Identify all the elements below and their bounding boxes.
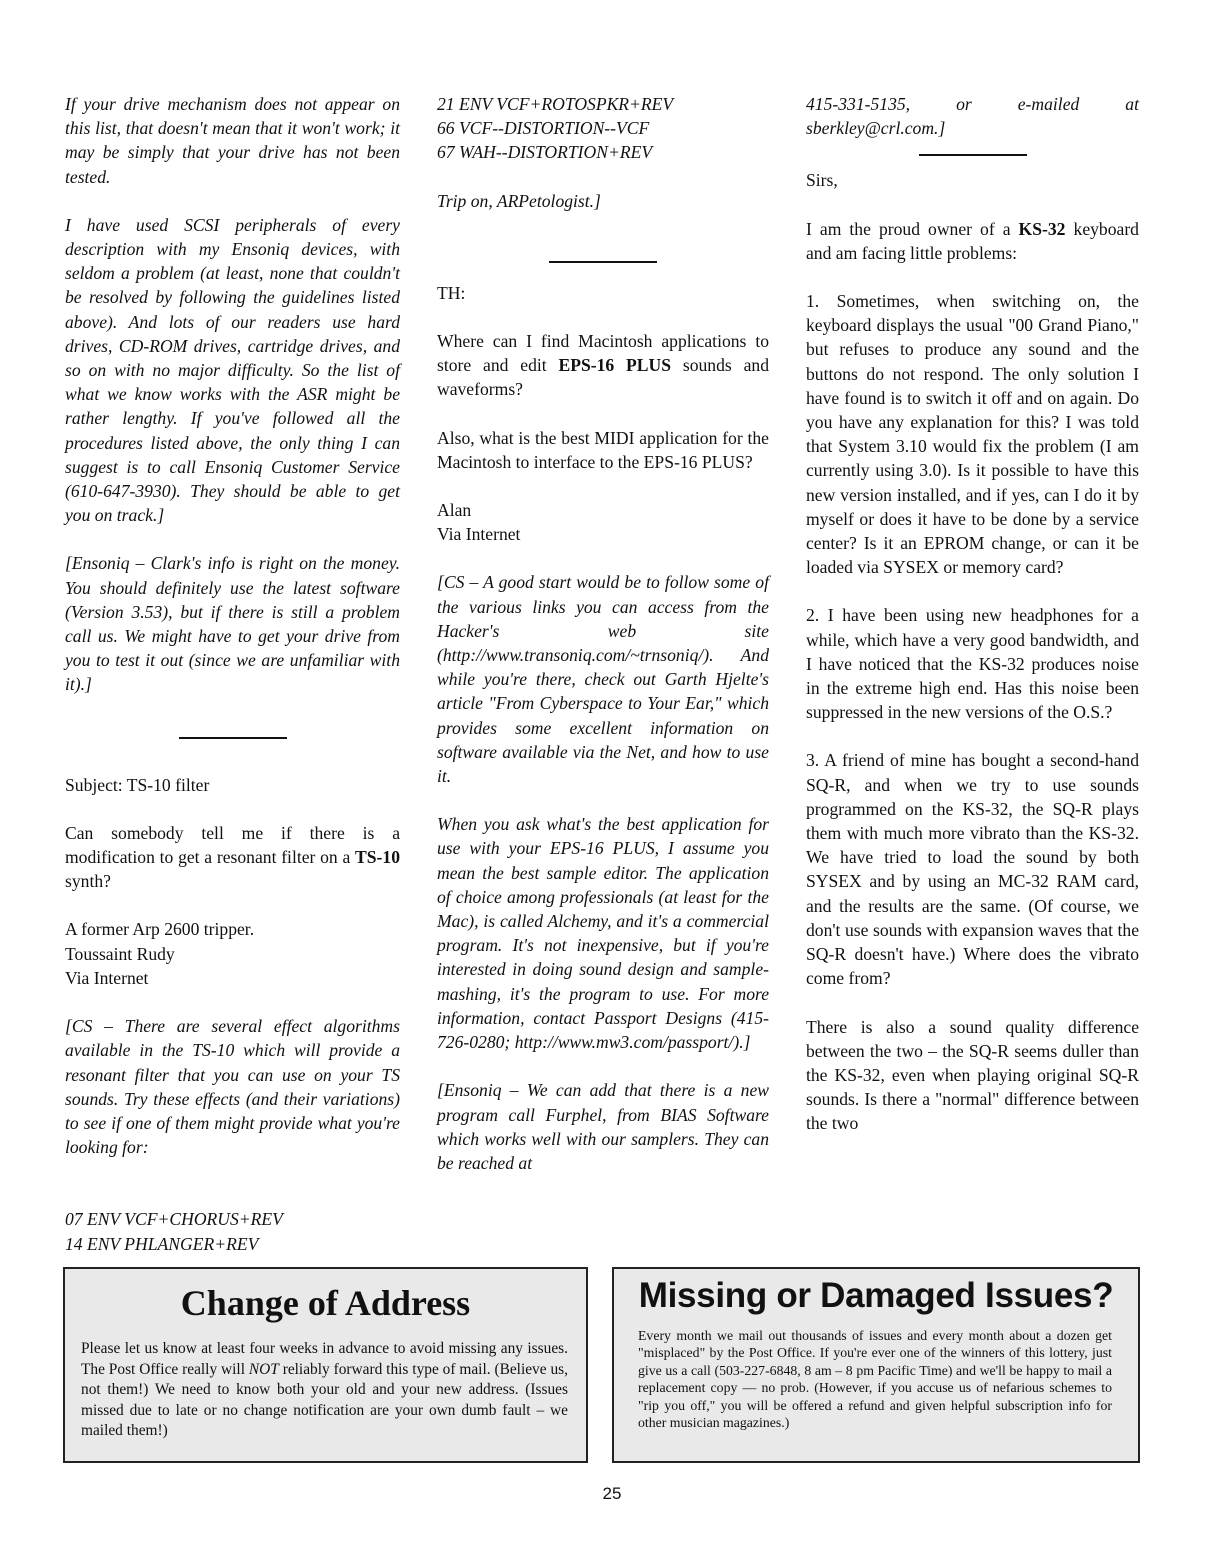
ensoniq-response: [Ensoniq – We can add that there is a new program call Furphel, from BIAS Software which works well with our samplers. They can be reached at [437, 1080, 769, 1173]
cs-response: [CS – There are several effect algorithms available in the TS-10 which will provide a resonant filter that you can use on your TS sounds. Try these effects (and their variations) to see if one of them might provide what you're looking for: [65, 1016, 400, 1158]
letter-subject: Subject: TS-10 filter [65, 774, 210, 795]
algorithm-item: 07 ENV VCF+CHORUS+REV [65, 1209, 283, 1230]
algorithm-item: 67 WAH--DISTORTION+REV [437, 142, 653, 163]
signature-line: Alan [437, 500, 472, 521]
letter-paragraph: 3. A friend of mine has bought a second-hand SQ-R, and when we try to use sounds programmed on the KS-32, the SQ-R plays them with much more vibrato than the KS-32. We have tried to load the sound by both SYSEX and by using an MC-32 RAM card, and the results are the same. (Of course, we don't use sounds with expansion waves that the SQ-R doesn't have.) Where does the vibrato come from? [806, 750, 1139, 989]
missing-issues-box [612, 1267, 1140, 1463]
box-body: Please let us know at least four weeks in advance to avoid missing any issues. The Post Office really will NOT reliably forward this type of mail. (Believe us, not them!) We need to know both your old and your new address. (Issues missed due to late or no change notification are your own dumb fault – we mailed them!) [81, 1340, 568, 1439]
column-2 [437, 92, 769, 1175]
letter-paragraph: There is also a sound quality difference between the two – the SQ-R seems duller than the KS-32, even when playing original SQ-R sounds. Is there a "normal" difference between the two [806, 1016, 1139, 1134]
section-divider [549, 261, 657, 263]
algorithm-item: 66 VCF--DISTORTION--VCF [437, 118, 650, 139]
sign-off: Trip on, ARPetologist.] [437, 190, 601, 211]
algorithm-item: 14 ENV PHLANGER+REV [65, 1233, 259, 1254]
letter-question: Also, what is the best MIDI application for the Macintosh to interface to the EPS-16 PLUS? [437, 427, 769, 472]
section-divider [919, 154, 1027, 156]
signature-line: A former Arp 2600 tripper. [65, 919, 255, 940]
box-title: Change of Address [180, 1283, 471, 1323]
ensoniq-response: [Ensoniq – Clark's info is right on the money. You should definitely use the latest software (Version 3.53), but if there is still a problem call us. We might have to get your drive from you to test it out (since we are unfamiliar with it).] [65, 553, 400, 695]
box-title: Missing or Damaged Issues? [638, 1276, 1114, 1315]
ensoniq-response-continued: 415-331-5135, or e-mailed at sberkley@crl.com.] [806, 94, 1139, 139]
letter-salutation: Sirs, [806, 170, 838, 191]
signature-line: Toussaint Rudy [65, 943, 175, 964]
product-name: TS-10 [355, 847, 400, 868]
cs-response: When you ask what's the best application for use with your EPS-16 PLUS, I assume you mean the best sample editor. The application of choice among professionals (at least for the Mac), is called Alchemy, and it's a commercial program. It's not inexpensive, but if you're interested in doing sound design and sample-mashing, it's the program to use. For more information, contact Passport Designs (415-726-0280; http://www.mw3.com/passport/).] [437, 814, 769, 1053]
section-divider [179, 737, 287, 739]
letter-question: Where can I find Macintosh applications to store and edit EPS-16 PLUS sounds and waveforms? [437, 331, 769, 400]
cs-response: [CS – A good start would be to follow some of the various links you can access from the Hacker's web site (http://www.transoniq.com/~trnsoniq/). And while you're there, check out Garth Hjelte's article "From Cyberspace to Your Ear," which provides some excellent information on software available via the Net, and how to use it. [437, 572, 769, 787]
signature-line: Via Internet [437, 524, 521, 545]
response-paragraph: I have used SCSI peripherals of every description with my Ensoniq devices, with seldom a problem (at least, none that couldn't be resolved by following the guidelines listed above). And lots of our readers use hard drives, CD-ROM drives, cartridge drives, and so on with no major difficulty. So the list of what we know works with the ASR might be rather lengthy. If you've followed all the procedures listed above, the only thing I can suggest is to call Ensoniq Customer Service (610-647-3930). They should be able to get you on track.] [65, 214, 400, 526]
column-1 [65, 92, 400, 1256]
product-name: KS-32 [1018, 218, 1066, 239]
signature-line: Via Internet [65, 967, 149, 988]
response-paragraph: If your drive mechanism does not appear on this list, that doesn't mean that it won't work; it may be simply that your drive has not been tested. [65, 94, 400, 187]
letter-question: Can somebody tell me if there is a modification to get a resonant filter on a TS-10 synth? [65, 822, 400, 892]
page-number: 25 [602, 1484, 622, 1503]
letter-salutation: TH: [437, 282, 466, 303]
change-of-address-box [63, 1267, 588, 1463]
column-3 [806, 92, 1139, 1136]
emphasis: NOT [248, 1360, 279, 1378]
letter-paragraph: 1. Sometimes, when switching on, the keyboard displays the usual "00 Grand Piano," but refuses to produce any sound and the buttons do not respond. The only solution I have found is to switch it off and on again. Do you have any explanation for this? I was told that System 3.10 would fix the problem (I am currently using 3.0). Is it possible to have this new version installed, and if yes, can I do it by myself or does it have to be done by a service center? Is it an EPROM change, or can it be loaded via SYSEX or memory card? [806, 291, 1139, 578]
spacer [65, 1183, 400, 1207]
box-body: Every month we mail out thousands of issues and every month about a dozen get "misplaced" by the Post Office. If you're ever one of the winners of this lottery, just give us a call (503-227-6848, 8 am – 8 pm Pacific Time) and we'll be happy to mail a replacement copy — no prob. (However, if you accuse us of nefarious schemes to "rip you off," you will be offered a refund and given helpful subscription info for other musician magazines.) [638, 1328, 1112, 1431]
letter-paragraph: 2. I have been using new headphones for a while, which have a very good bandwidth, and I have noticed that the KS-32 produces noise in the extreme high end. Has this noise been suppressed in the new versions of the O.S.? [806, 605, 1139, 723]
algorithm-item: 21 ENV VCF+ROTOSPKR+REV [437, 94, 674, 114]
product-name: EPS-16 PLUS [558, 355, 672, 376]
letter-paragraph: I am the proud owner of a KS-32 keyboard and am facing little problems: [806, 218, 1139, 263]
